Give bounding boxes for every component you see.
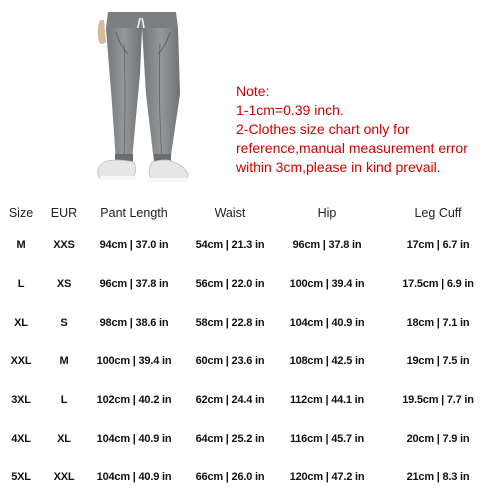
cell-eur: XXL — [53, 471, 75, 484]
size-note — [236, 82, 498, 177]
cell-eur: M — [59, 355, 69, 368]
cell-waist: 56cm | 22.0 in — [195, 278, 265, 291]
table-row — [0, 419, 500, 458]
cell-pant-length: 96cm | 37.8 in — [99, 278, 169, 291]
cell-eur: XXS — [53, 239, 75, 252]
cell-eur: XS — [56, 278, 72, 291]
size-chart — [0, 200, 500, 500]
table-header-row — [0, 200, 500, 226]
cell-eur: S — [60, 316, 68, 329]
cell-eur: L — [60, 394, 68, 407]
cell-pant-length: 104cm | 40.9 in — [96, 432, 172, 445]
table-row — [0, 303, 500, 342]
cell-waist: 62cm | 24.4 in — [195, 394, 265, 407]
cell-pant-length: 98cm | 38.6 in — [99, 316, 169, 329]
table-row — [0, 458, 500, 497]
cell-waist: 64cm | 25.2 in — [195, 432, 265, 445]
cell-pant-length: 104cm | 40.9 in — [96, 471, 172, 484]
cell-leg-cuff: 21cm | 8.3 in — [406, 471, 470, 484]
header-hip: Hip — [317, 206, 337, 220]
product-photo — [60, 4, 220, 190]
cell-hip: 100cm | 39.4 in — [289, 278, 365, 291]
header-pant-length: Pant Length — [100, 206, 168, 220]
pants-illustration — [60, 4, 220, 190]
cell-leg-cuff: 18cm | 7.1 in — [406, 316, 470, 329]
cell-size: XXL — [10, 355, 32, 368]
cell-pant-length: 94cm | 37.0 in — [99, 239, 169, 252]
cell-hip: 120cm | 47.2 in — [289, 471, 365, 484]
cell-hip: 96cm | 37.8 in — [292, 239, 362, 252]
note-heading: Note: — [236, 83, 270, 99]
cell-size: L — [17, 278, 25, 291]
cell-waist: 60cm | 23.6 in — [195, 355, 265, 368]
cell-size: XL — [14, 316, 28, 329]
cell-hip: 112cm | 44.1 in — [289, 394, 365, 407]
cell-eur: XL — [57, 432, 71, 445]
cell-leg-cuff: 20cm | 7.9 in — [406, 432, 470, 445]
note-line: within 3cm,please in kind prevail. — [236, 159, 441, 175]
cell-size: 4XL — [11, 432, 31, 445]
table-row — [0, 226, 500, 265]
cell-hip: 116cm | 45.7 in — [289, 432, 365, 445]
header-leg-cuff: Leg Cuff — [414, 206, 462, 220]
table-row — [0, 381, 500, 420]
cell-size: 3XL — [11, 394, 31, 407]
cell-hip: 108cm | 42.5 in — [289, 355, 365, 368]
header-size: Size — [8, 206, 34, 220]
cell-size: 5XL — [11, 471, 31, 484]
table-row — [0, 265, 500, 304]
note-line: 2-Clothes size chart only for — [236, 121, 410, 137]
table-row — [0, 342, 500, 381]
header-waist: Waist — [214, 206, 246, 220]
cell-leg-cuff: 17.5cm | 6.9 in — [402, 278, 474, 291]
note-line: 1-1cm=0.39 inch. — [236, 102, 344, 118]
cell-leg-cuff: 19.5cm | 7.7 in — [402, 394, 474, 407]
cell-waist: 58cm | 22.8 in — [195, 316, 265, 329]
cell-pant-length: 100cm | 39.4 in — [96, 355, 172, 368]
header-eur: EUR — [50, 206, 78, 220]
cell-waist: 54cm | 21.3 in — [195, 239, 265, 252]
cell-pant-length: 102cm | 40.2 in — [96, 394, 172, 407]
size-chart-table — [0, 200, 500, 497]
cell-waist: 66cm | 26.0 in — [195, 471, 265, 484]
cell-size: M — [16, 239, 26, 252]
note-line: reference,manual measurement error — [236, 140, 468, 156]
cell-leg-cuff: 19cm | 7.5 in — [406, 355, 470, 368]
cell-leg-cuff: 17cm | 6.7 in — [406, 239, 470, 252]
cell-hip: 104cm | 40.9 in — [289, 316, 365, 329]
